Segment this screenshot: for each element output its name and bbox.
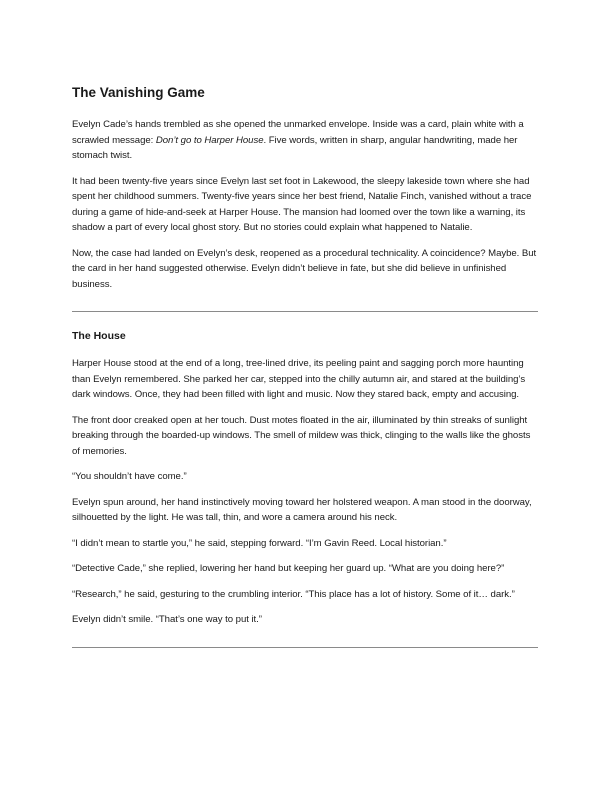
- section-paragraph: Harper House stood at the end of a long, tree-lined drive, its peeling paint and sagging porch more haunting than Evelyn remembered. She parked her car, stepped into the chilly autumn air, and stared at the building’s dark windows. Once, they had been filled with light and music. Now they stared back, empty and accusing.: [72, 358, 526, 400]
- intro-p1-italic-message: Don’t go to Harper House: [155, 134, 264, 146]
- section-paragraph: “Research,” he said, gesturing to the crumbling interior. “This place has a lot of history. Some of it… dark.”: [72, 588, 515, 600]
- section-paragraph: The front door creaked open at her touch. Dust motes floated in the air, illuminated by thin streaks of sunlight breaking through the boarded-up windows. The smell of mildew was thick, clinging to the walls like the ghosts of memories.: [72, 414, 531, 457]
- intro-paragraph-1: [72, 117, 538, 164]
- intro-paragraph-2: It had been twenty-five years since Evelyn last set foot in Lakewood, the sleepy lakeside town where she had spent her childhood summers. Twenty-five years since her best friend, Natalie Finch, vanished without a trace during a game of hide-and-seek at Harper House. The mansion had loomed over the town like a warning, its shadow a part of every local ghost story. But no stories could explain what happened to Natalie.: [72, 175, 532, 233]
- section-divider-2: [72, 647, 538, 648]
- intro-p1-text-before: Evelyn Cade’s hands trembled as she opened the unmarked envelope. Inside was a card, plain white with a scrawled message:: [72, 119, 524, 146]
- section-heading: The House: [72, 330, 126, 342]
- intro-paragraph-3: Now, the case had landed on Evelyn’s desk, reopened as a procedural technicality. A coincidence? Maybe. But the card in her hand suggested otherwise. Evelyn didn’t believe in fate, but she did believe in unfinished business.: [72, 247, 537, 290]
- intro-p1-text-after: . Five words, written in sharp, angular handwriting, made her stomach twist.: [72, 134, 518, 161]
- document-page: [72, 84, 538, 648]
- section-paragraph: Evelyn spun around, her hand instinctively moving toward her holstered weapon. A man stood in the doorway, silhouetted by the light. He was tall, thin, and wore a camera around his neck.: [72, 496, 532, 523]
- section-paragraph: “You shouldn’t have come.”: [72, 471, 187, 482]
- section-paragraph: “I didn’t mean to startle you,” he said, stepping forward. “I’m Gavin Reed. Local historian.”: [72, 537, 447, 549]
- section-paragraph: “Detective Cade,” she replied, lowering her hand but keeping her guard up. “What are you doing here?”: [72, 563, 505, 574]
- section-divider-1: [72, 311, 538, 312]
- document-title: The Vanishing Game: [72, 85, 205, 100]
- section-paragraph: Evelyn didn’t smile. “That’s one way to put it.”: [72, 614, 262, 625]
